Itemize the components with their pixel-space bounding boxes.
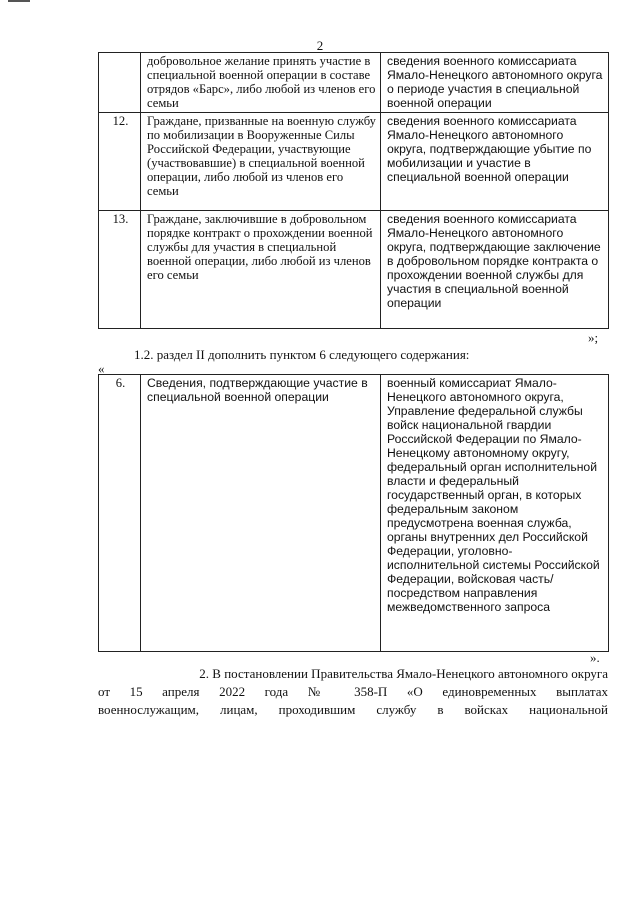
row-number: 13. (99, 211, 141, 329)
category-cell: добровольное желание принять участие в специальной военной операции в составе отрядов «Барс», либо любой из членов его семьи (141, 53, 381, 113)
information-table (98, 374, 609, 652)
category-cell: Граждане, призванные на военную службу по мобилизации в Вооруженные Силы Российской Федерации, участвующие (участвовавшие) в специальной военной операции, либо любой из членов его семьи (141, 113, 381, 211)
paragraph-2-line-2: от 15 апреля 2022 года № 358-П «О единовременных выплатах (98, 684, 608, 699)
paragraph-2-line-3: военнослужащим, лицам, проходившим службу в войсках национальной (98, 702, 608, 717)
table-row (99, 113, 609, 211)
closing-quote: »; (588, 330, 599, 345)
row-number: 12. (99, 113, 141, 211)
information-name-cell: Сведения, подтверждающие участие в специальной военной операции (141, 375, 381, 652)
page-number: 2 (316, 38, 324, 53)
scan-artifact-line (8, 0, 30, 2)
documents-cell: сведения военного комиссариата Ямало-Ненецкого автономного округа, подтверждающие убытие по мобилизации и участие в специальной военной операции (381, 113, 609, 211)
documents-cell: сведения военного комиссариата Ямало-Ненецкого автономного округа о периоде участия в специальной военной операции (381, 53, 609, 113)
benefit-table-continuation (98, 52, 609, 329)
row-number: 6. (99, 375, 141, 652)
row-number (99, 53, 141, 113)
amendment-1-2: 1.2. раздел II дополнить пунктом 6 следующего содержания: (134, 347, 470, 362)
category-cell: Граждане, заключившие в добровольном порядке контракт о прохождении военной службы для участия в специальной военной операции, либо любой из членов его семьи (141, 211, 381, 329)
table-row (99, 53, 609, 113)
information-source-cell: военный комиссариат Ямало-Ненецкого автономного округа, Управление федеральной службы войск национальной гвардии Российской Федерации по Ямало-Ненецкому автономному округу, федеральный орган исполнительной власти и федеральный государственный орган, в которых федеральным законом предусмотрена военная служба, органы внутренних дел Российской Федерации, уголовно-исполнительной системы Российской Федерации, войсковая часть/посредством направления межведомственного запроса (381, 375, 609, 652)
opening-quote: « (98, 361, 105, 376)
table-row (99, 375, 609, 652)
paragraph-2-line-1: 2. В постановлении Правительства Ямало-Ненецкого автономного округа (199, 666, 608, 681)
closing-quote: ». (590, 650, 600, 665)
documents-cell: сведения военного комиссариата Ямало-Ненецкого автономного округа, подтверждающие заключение в добровольном порядке контракта о прохождении военной службы для участия в специальной военной операции (381, 211, 609, 329)
table-row (99, 211, 609, 329)
